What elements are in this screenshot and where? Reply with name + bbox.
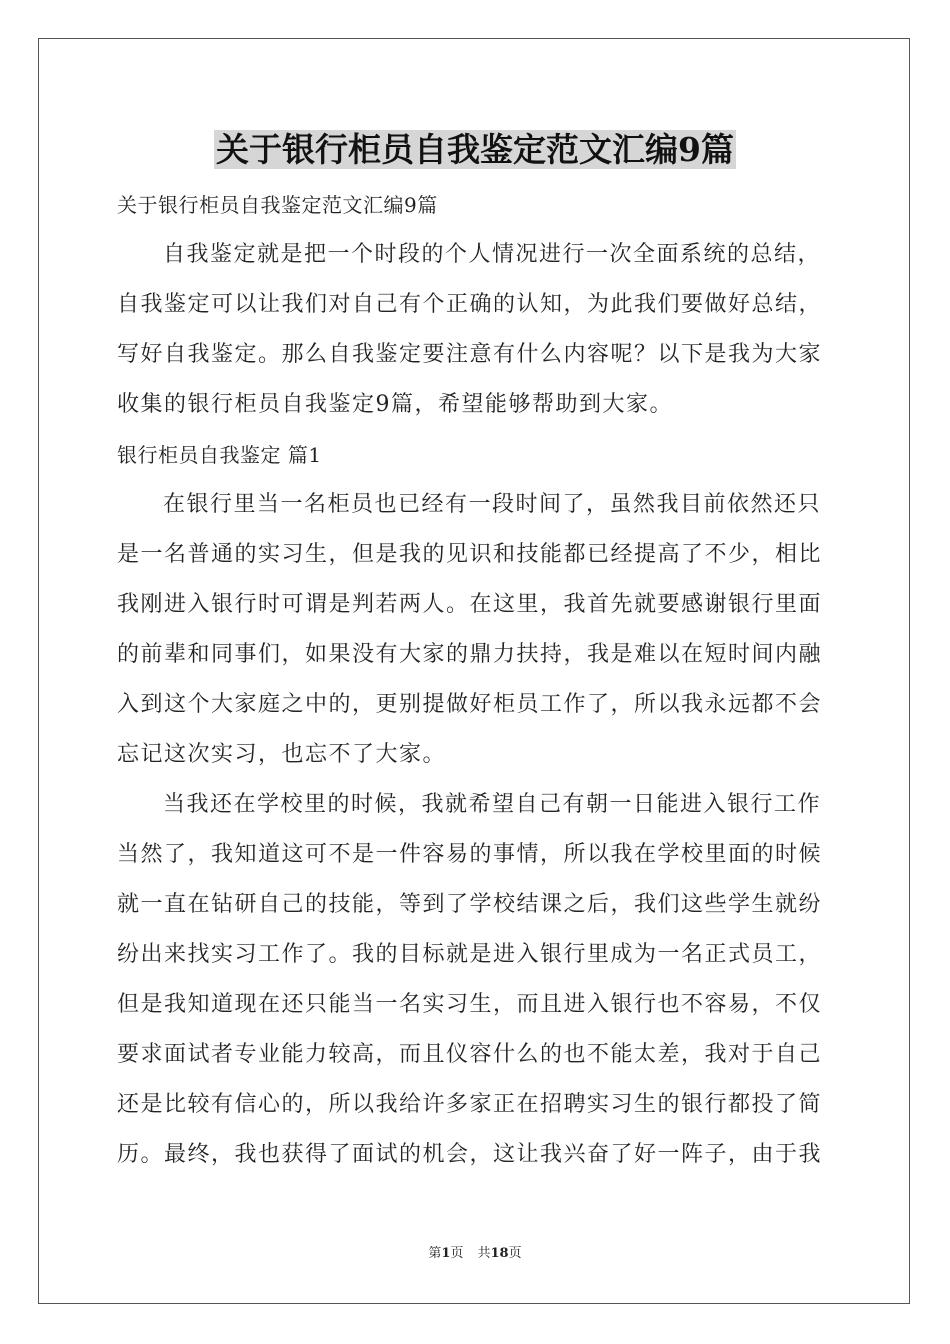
text-line: 当我还在学校里的时候，我就希望自己有朝一日能进入银行工作 [163,792,822,817]
footer-page-number: 1 [441,1246,451,1261]
footer-total-number: 18 [490,1246,509,1261]
document-title [0,128,950,172]
footer-page-prefix: 第 [428,1246,442,1261]
text-line: 是一名普通的实习生，但是我的见识和技能都已经提高了不少，相比 [117,542,823,567]
document-title-text: 关于银行柜员自我鉴定范文汇编9篇 [216,130,734,169]
text-line: 在银行里当一名柜员也已经有一段时间了，虽然我目前依然还只 [163,492,822,517]
text-line: 我刚进入银行时可谓是判若两人。在这里，我首先就要感谢银行里面 [117,592,823,617]
text-line: 入到这个大家庭之中的，更别提做好柜员工作了，所以我永远都不会 [117,692,823,717]
heading-line: 关于银行柜员自我鉴定范文汇编9篇 [117,193,438,217]
text-line: 纷出来找实习工作了。我的目标就是进入银行里成为一名正式员工， [117,942,823,967]
footer-page-suffix: 页 [450,1246,464,1261]
heading-line: 银行柜员自我鉴定 篇1 [117,443,322,467]
text-line: 还是比较有信心的，所以我给许多家正在招聘实习生的银行都投了简 [117,1092,823,1117]
footer-total-suffix: 页 [508,1246,522,1261]
text-line: 收集的银行柜员自我鉴定9篇，希望能够帮助到大家。 [117,392,673,417]
document-body [117,180,833,1180]
text-line: 自我鉴定就是把一个时段的个人情况进行一次全面系统的总结， [163,242,822,267]
text-line: 自我鉴定可以让我们对自己有个正确的认知，为此我们要做好总结， [117,292,823,317]
footer-total-prefix: 共 [477,1246,491,1261]
text-line: 的前辈和同事们，如果没有大家的鼎力扶持，我是难以在短时间内融 [117,642,823,667]
text-line: 历。最终，我也获得了面试的机会，这让我兴奋了好一阵子，由于我 [117,1142,823,1167]
text-line: 要求面试者专业能力较高，而且仪容什么的也不能太差，我对于自己 [117,1042,823,1067]
page-footer [0,1244,950,1264]
text-line: 但是我知道现在还只能当一名实习生，而且进入银行也不容易，不仅 [117,992,823,1017]
text-line: 当然了，我知道这可不是一件容易的事情，所以我在学校里面的时候 [117,842,823,867]
text-line: 写好自我鉴定。那么自我鉴定要注意有什么内容呢？以下是我为大家 [117,342,823,367]
text-line: 就一直在钻研自己的技能，等到了学校结课之后，我们这些学生就纷 [117,892,823,917]
text-line: 忘记这次实习，也忘不了大家。 [117,742,447,767]
